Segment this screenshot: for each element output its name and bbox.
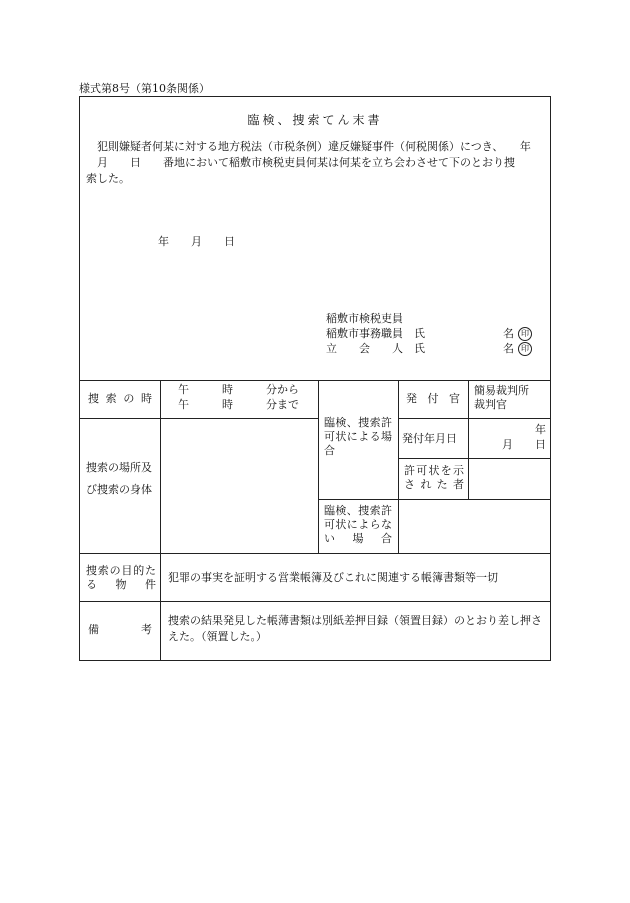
signature-staff-label: 稲敷市事務職員 氏 (326, 327, 425, 340)
search-time-label: 捜索の時 (88, 392, 152, 405)
row-divider (80, 553, 550, 554)
remarks-label: 備考 (88, 623, 152, 636)
witness-name-field (503, 340, 532, 356)
issue-date-label: 発付年月日 (402, 432, 457, 445)
issuer-label: 発付官 (406, 392, 460, 405)
row-divider (318, 499, 550, 500)
issuer-judge: 裁判官 (474, 398, 507, 411)
search-time-to: 午 時 分まで (178, 398, 299, 411)
column-divider (160, 380, 161, 660)
search-details-table (80, 380, 550, 660)
body-line-3: 索した。 (86, 172, 130, 185)
column-divider (398, 380, 399, 553)
issuer-court: 簡易裁判所 (474, 384, 529, 397)
row-divider (398, 458, 550, 459)
row-divider (80, 601, 550, 602)
row-divider (80, 418, 318, 419)
search-purpose-value: 犯罪の事実を証明する営業帳簿及びこれに関連する帳簿書類等一切 (168, 571, 498, 584)
body-line-2: 月 日 番地において稲敷市検税吏員何某は何某を立ち会わさせて下のとおり捜 (97, 156, 515, 169)
signature-witness-label: 立 会 人 氏 (326, 342, 425, 355)
seal-mark: 印 (518, 327, 532, 341)
issuer-value (474, 384, 548, 412)
issue-date-year: 年 (535, 423, 546, 436)
signature-official: 稲敷市検税吏員 (326, 312, 403, 325)
issue-date-month-day: 月 日 (502, 438, 546, 451)
without-warrant-label: 臨検、捜索許可状によらない場合 (324, 504, 392, 545)
search-place-label: 捜索の場所及び捜索の身体 (86, 461, 152, 496)
body-line-1: 犯則嫌疑者何某に対する地方税法（市税条例）違反嫌疑事件（何税関係）につき、 年 (97, 140, 531, 153)
staff-name-field (503, 325, 532, 341)
table-border-top (80, 380, 550, 381)
remarks-value: 捜索の結果発見した帳薄書類は別紙差押目録（領置目録）のとおり差し押さえた。（領置した。） (168, 614, 542, 643)
document-title: 臨検、捜索てん末書 (247, 113, 383, 127)
search-time-from: 午 時 分から (178, 383, 299, 396)
seal-mark: 印 (518, 342, 532, 356)
search-purpose-label: 捜索の目的たる物件 (86, 564, 156, 591)
name-label: 名 (503, 327, 514, 340)
column-divider (468, 380, 469, 499)
column-divider (318, 380, 319, 553)
row-divider (398, 418, 550, 419)
warrant-shown-to-label: 許可状を示された者 (404, 464, 464, 491)
form-number-label: 様式第8号（第10条関係） (79, 82, 210, 95)
report-header-section (80, 97, 550, 380)
name-label: 名 (503, 342, 514, 355)
document-frame (79, 96, 551, 661)
report-date: 年 月 日 (158, 235, 235, 248)
report-body-text (86, 139, 542, 187)
with-warrant-label: 臨検、捜索許可状による場合 (324, 416, 392, 457)
